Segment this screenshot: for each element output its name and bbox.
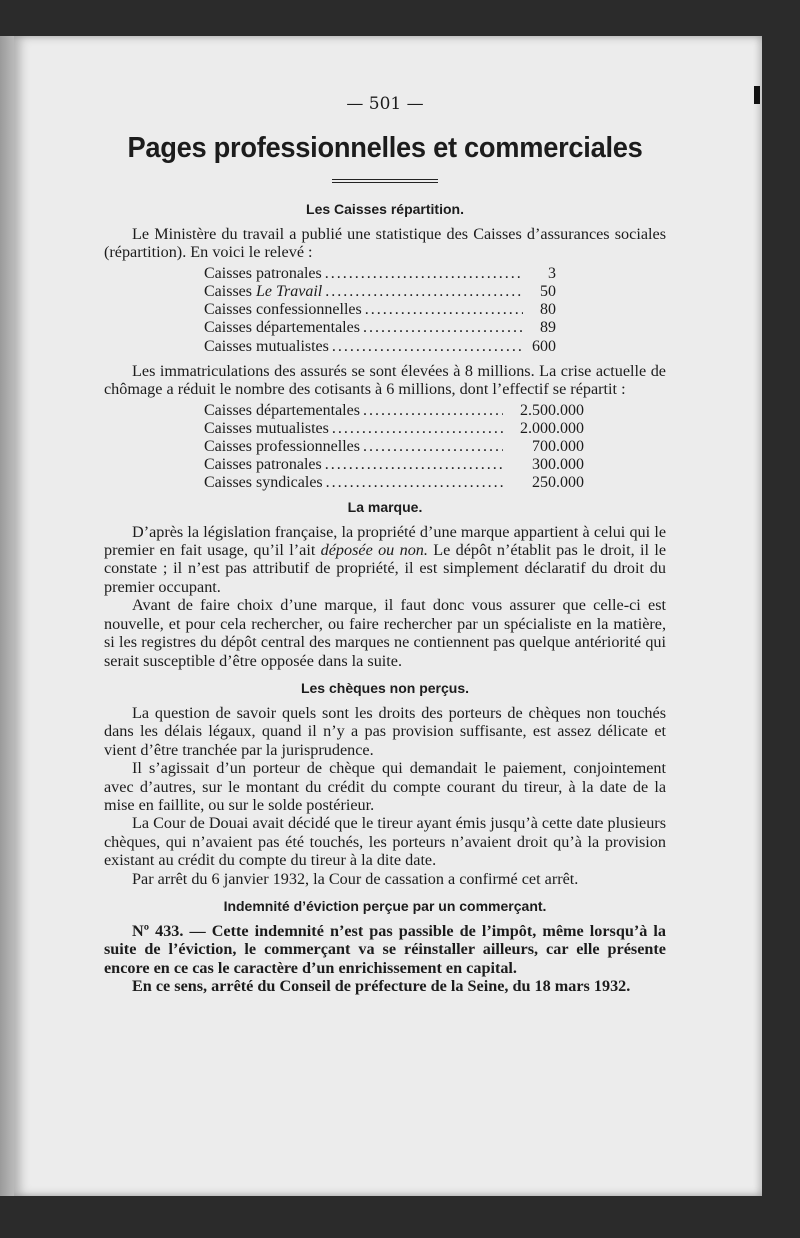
title-rule <box>332 179 438 183</box>
text-run: D’après la législation française, la propriété d’une marque appartient à celui qui le premier en fait usage, qu’il l’ait <box>104 522 666 560</box>
list-item <box>204 420 584 438</box>
list-item-label: Caisses mutualistes <box>204 337 329 355</box>
page-edge-mark <box>754 86 760 104</box>
list-item-value: 50 <box>540 283 556 301</box>
list-item-label: Caisses départementales <box>204 319 360 337</box>
list-item <box>204 283 556 301</box>
list-item <box>204 265 556 283</box>
section-heading-marque: La marque. <box>347 498 423 515</box>
list-item-label-italic: Le Travail <box>256 283 323 301</box>
list-item-value: 89 <box>540 319 556 337</box>
list-item-value: 250.000 <box>532 474 584 492</box>
list-item <box>204 474 584 492</box>
eviction-paragraph-2: En ce sens, arrêté du Conseil de préfecture de la Seine, du 18 mars 1932. <box>132 977 631 996</box>
list-item-value: 300.000 <box>532 456 584 474</box>
section-heading-eviction: Indemnité d’éviction perçue par un commerçant. <box>223 897 547 914</box>
page-title: Pages professionnelles et commerciales <box>127 132 643 164</box>
marque-paragraph-1 <box>104 523 666 597</box>
list-item-label: Caisses confessionnelles <box>204 301 362 319</box>
text-run-italic: déposée ou non. <box>320 541 428 560</box>
cheques-paragraph-3: La Cour de Douai avait décidé que le tireur ayant émis jusqu’à cette date plusieurs chèques, qui n’avaient pas été touchés, les porteurs n’avaient droit qu’à la provision existant au crédit du compte du tireur à la dite date. <box>104 814 666 870</box>
document-page <box>14 36 762 1196</box>
section-heading-caisses: Les Caisses répartition. <box>306 201 464 217</box>
page-number: — 501 — <box>346 94 424 114</box>
list-item-value: 3 <box>548 264 556 282</box>
caisses-middle: Les immatriculations des assurés se sont élevées à 8 millions. La crise actuelle de chômage a réduit le nombre des cotisants à 6 millions, dont l’effectif se répartit : <box>104 361 666 399</box>
cheques-paragraph-1: La question de savoir quels sont les droits des porteurs de chèques non touchés dans les délais légaux, quand il n’y a pas provision suffisante, est assez délicate et vient d’être tranchée par la jurisprudence. <box>104 703 666 759</box>
text-run: Le dépôt n’établit pas le droit, il le constate ; il n’est pas attributif de propriété, il est simplement déclaratif du droit du premier occupant. <box>104 541 667 596</box>
list-item-label: Caisses professionnelles <box>204 438 360 456</box>
caisses-list-1 <box>204 265 556 356</box>
cheques-paragraph-2: Il s’agissait d’un porteur de chèque qui demandait le paiement, conjointement avec d’autres, sur le montant du crédit du compte courant du tireur, à la date de la mise en faillite, ou sur le solde postérieur. <box>104 759 666 814</box>
caisses-list-2 <box>204 402 584 493</box>
list-item-value: 600 <box>532 337 556 355</box>
list-item <box>204 438 584 456</box>
caisses-intro: Le Ministère du travail a publié une statistique des Caisses d’assurances sociales (répartition). En voici le relevé : <box>104 225 666 262</box>
list-item-label: Caisses patronales <box>204 456 322 474</box>
list-item <box>204 301 556 319</box>
section-heading-cheques: Les chèques non perçus. <box>300 679 470 696</box>
list-item-value: 2.000.000 <box>520 419 584 437</box>
list-item-value: 2.500.000 <box>520 401 584 419</box>
list-item-value: 80 <box>540 301 556 319</box>
list-item-label: Caisses mutualistes <box>204 419 329 437</box>
list-item-label: Caisses patronales <box>204 264 322 282</box>
cheques-paragraph-4: Par arrêt du 6 janvier 1932, la Cour de cassation a confirmé cet arrêt. <box>132 869 579 888</box>
list-item <box>204 456 584 474</box>
eviction-paragraph-1: Nº 433. — Cette indemnité n’est pas passible de l’impôt, même lorsqu’à la suite de l’éviction, le commerçant va se réinstaller ailleurs, car elle présente encore en ce cas le caractère d’un enrichissement en capital. <box>104 921 666 977</box>
list-item-label: Caisses syndicales <box>204 474 323 492</box>
list-item <box>204 402 584 420</box>
marque-paragraph-2: Avant de faire choix d’une marque, il faut donc vous assurer que celle-ci est nouvelle, et pour cela rechercher, ou faire rechercher par un spécialiste en la matière, si les registres du dépôt central des marques ne contiennent pas quelque antériorité qui serait susceptible d’être opposée dans la suite. <box>104 596 666 670</box>
list-item-value: 700.000 <box>532 438 584 456</box>
list-item-label: Caisses <box>204 283 256 301</box>
list-item <box>204 338 556 356</box>
list-item-label: Caisses départementales <box>204 401 360 419</box>
list-item <box>204 319 556 337</box>
page-content <box>104 94 666 996</box>
